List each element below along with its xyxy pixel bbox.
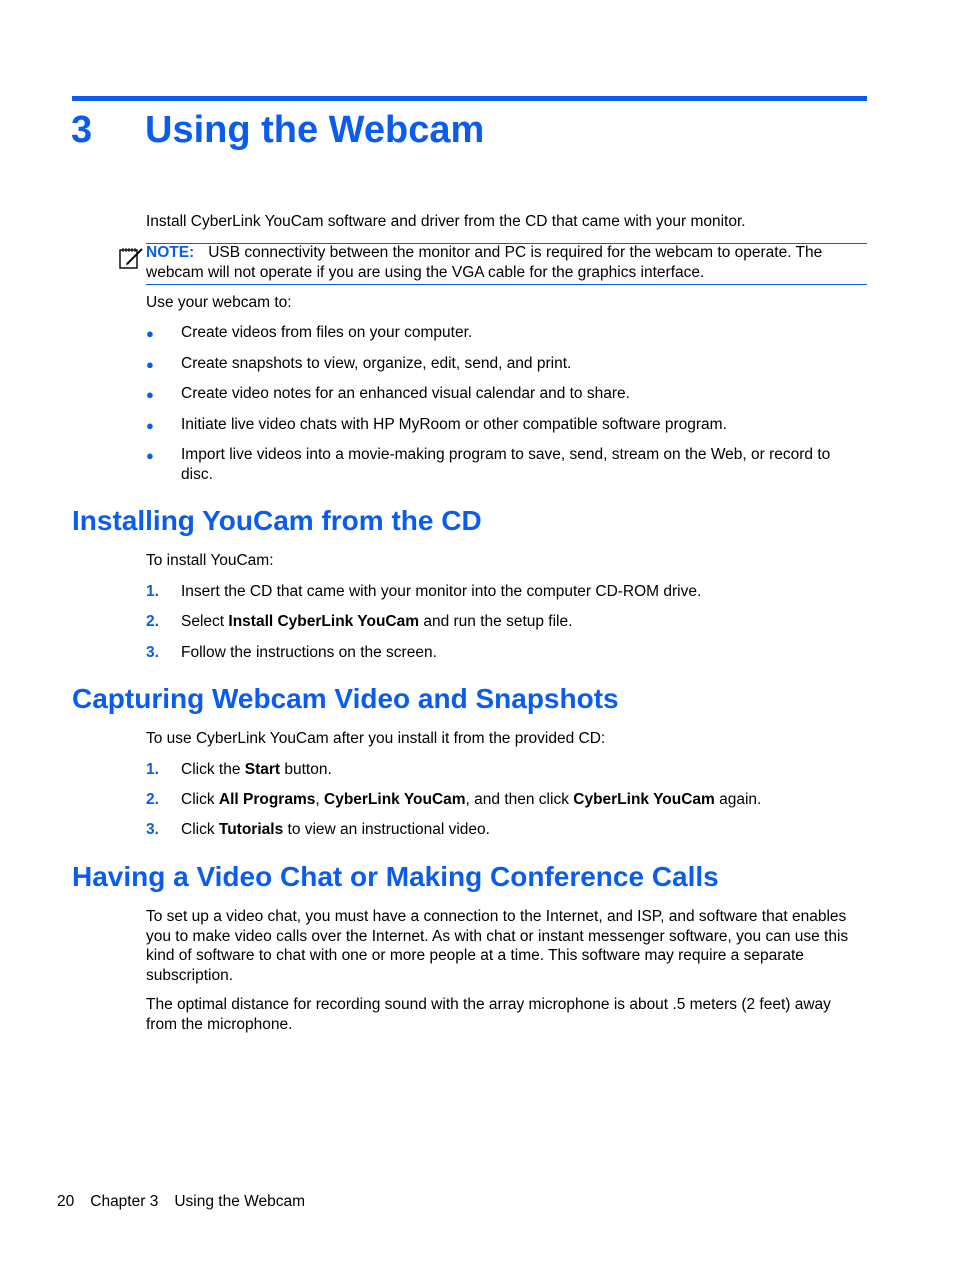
chat-paragraph-2: The optimal distance for recording sound with the array microphone is about .5 meters (2 feet) away from the microphone. xyxy=(146,996,831,1033)
footer-title: Using the Webcam xyxy=(174,1193,305,1210)
list-item: Create video notes for an enhanced visual calendar and to share. xyxy=(181,385,630,402)
bullet-icon: ● xyxy=(146,326,154,341)
intro-paragraph: Install CyberLink YouCam software and driver from the CD that came with your monitor. xyxy=(146,213,746,230)
heading-capturing: Capturing Webcam Video and Snapshots xyxy=(72,683,619,714)
step-number: 3. xyxy=(146,821,159,838)
step-number: 1. xyxy=(146,761,159,778)
heading-installing: Installing YouCam from the CD xyxy=(72,505,482,536)
install-step: Follow the instructions on the screen. xyxy=(181,644,437,661)
list-item: Create videos from files on your computer. xyxy=(181,324,473,341)
capture-step: Click the Start button. xyxy=(181,761,332,778)
list-item: Initiate live video chats with HP MyRoom or other compatible software program. xyxy=(181,416,727,433)
step-number: 2. xyxy=(146,613,159,630)
install-step: Select Install CyberLink YouCam and run the setup file. xyxy=(181,613,573,630)
install-lead: To install YouCam: xyxy=(146,552,274,569)
heading-video-chat: Having a Video Chat or Making Conference Calls xyxy=(72,861,719,892)
install-step: Insert the CD that came with your monitor into the computer CD-ROM drive. xyxy=(181,583,702,600)
step-number: 1. xyxy=(146,583,159,600)
bullet-icon: ● xyxy=(146,357,154,372)
note-pencil-icon xyxy=(118,246,144,270)
uses-lead: Use your webcam to: xyxy=(146,294,292,311)
capture-lead: To use CyberLink YouCam after you install it from the provided CD: xyxy=(146,730,606,747)
note-label: NOTE: xyxy=(146,244,195,261)
step-number: 2. xyxy=(146,791,159,808)
note-text xyxy=(146,243,862,282)
chapter-title: Using the Webcam xyxy=(145,109,485,151)
bullet-icon: ● xyxy=(146,418,154,433)
bullet-icon: ● xyxy=(146,387,154,402)
bullet-icon: ● xyxy=(146,448,154,463)
list-item: Import live videos into a movie-making program to save, send, stream on the Web, or record to disc. xyxy=(181,446,831,483)
page-number: 20 xyxy=(57,1193,75,1210)
chapter-rule xyxy=(72,96,867,101)
list-item: Create snapshots to view, organize, edit, send, and print. xyxy=(181,355,572,372)
footer-chapter: Chapter 3 xyxy=(90,1193,159,1210)
page-footer xyxy=(57,1192,321,1212)
capture-step: Click Tutorials to view an instructional video. xyxy=(181,821,490,838)
capture-step: Click All Programs, CyberLink YouCam, and then click CyberLink YouCam again. xyxy=(181,791,762,808)
note-body: USB connectivity between the monitor and PC is required for the webcam to operate. The webcam will not operate if you are using the VGA cable for the graphics interface. xyxy=(146,244,823,281)
chapter-number: 3 xyxy=(71,109,93,151)
chat-paragraph-1: To set up a video chat, you must have a connection to the Internet, and ISP, and software that enables you to make video calls over the Internet. As with chat or instant messenger software, you can use this kind of software to chat with one or more people at a time. This software may require a separate subscription. xyxy=(146,908,849,984)
step-number: 3. xyxy=(146,644,159,661)
